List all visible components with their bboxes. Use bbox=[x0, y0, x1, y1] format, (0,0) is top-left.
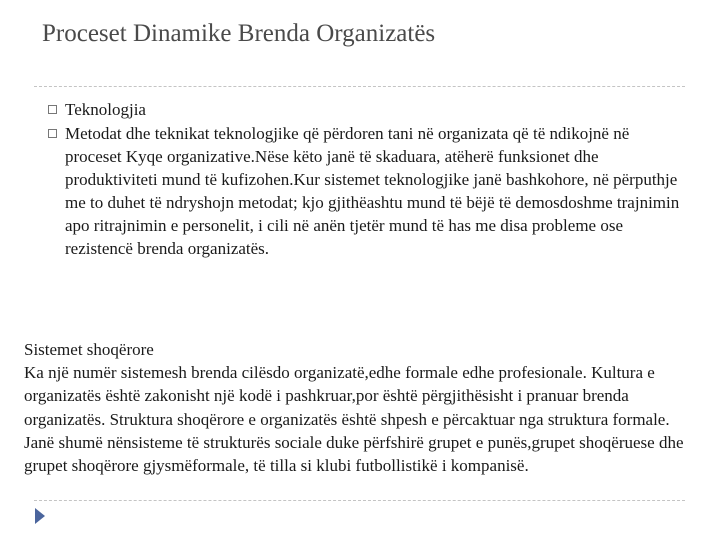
bullet-list bbox=[48, 98, 684, 261]
bullet-item bbox=[48, 122, 684, 260]
bottom-divider bbox=[34, 500, 685, 501]
square-bullet-icon bbox=[48, 105, 57, 114]
bullet-item bbox=[48, 98, 684, 121]
body-paragraph: Sistemet shoqërore Ka një numër sistemesh brenda cilësdo organizatë,edhe formale edhe profesionale. Kultura e organizatës është zakonisht një kodë i pashkruar,por është përgjithësisht i pranuar brenda organizatës. Struktura shoqërore e organizatës është shpesh e përcaktuar nga struktura formale. Janë shumë nënsisteme të strukturës sociale duke përfshirë grupet e punës,grupet shoqëruese dhe grupet shoqërore gjysmëformale, të tilla si klubi futbollistikë i kompanisë. bbox=[24, 340, 684, 476]
bullet-text: Teknologjia bbox=[65, 100, 146, 119]
navigation-arrow-icon[interactable] bbox=[34, 507, 46, 525]
slide-title: Proceset Dinamike Brenda Organizatës bbox=[42, 20, 436, 47]
square-bullet-icon bbox=[48, 129, 57, 138]
top-divider bbox=[34, 86, 685, 87]
bullet-text: Metodat dhe teknikat teknologjike që përdoren tani në organizata që të ndikojnë në proceset Kyqe organizative.Nëse këto janë të skaduara, atëherë funksionet dhe produktiviteti mund të kufizohen.Kur sistemet teknologjike janë bashkohore, në përputhje me to duhet të ndryshojn metodat; kjo gjithëashtu mund të bëjë të demosdoshme trajnimin apo ritrajnimin e personelit, i cili në anën tjetër mund të has me disa probleme ose rezistencë brenda organizatës. bbox=[65, 124, 680, 258]
